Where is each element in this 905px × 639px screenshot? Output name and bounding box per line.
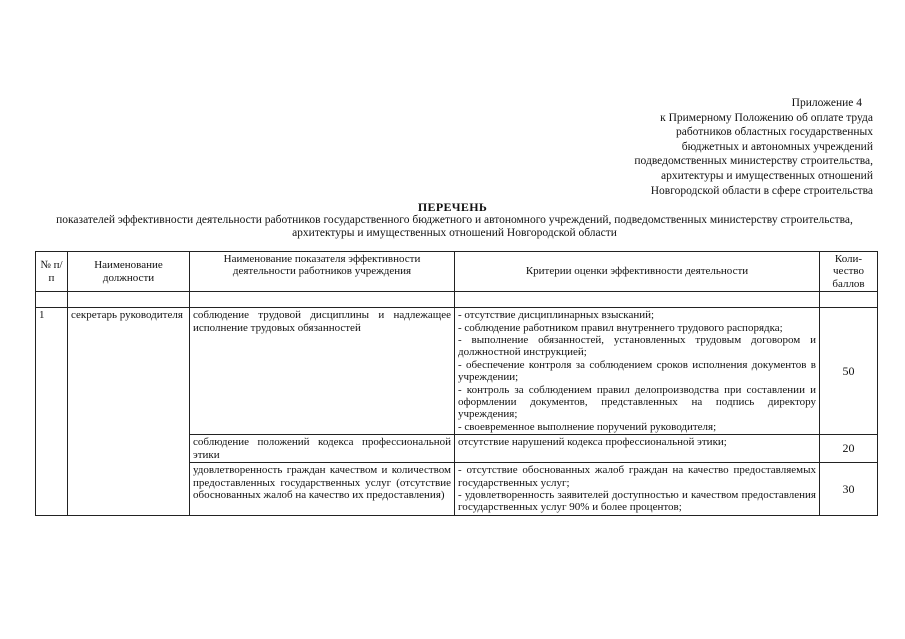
appendix-header bbox=[634, 96, 873, 198]
criteria-item: - удовлетворенность заявителей доступностью и качеством предоставления государственных услуг 90% и более процентов; bbox=[458, 488, 816, 514]
criteria-cell bbox=[455, 435, 820, 463]
criteria-item: - соблюдение работником правил внутреннего трудового распорядка; bbox=[458, 321, 783, 334]
criteria-item: - отсутствие обоснованных жалоб граждан на качество предоставляемых государственных услуг; bbox=[458, 464, 816, 489]
row-number: 1 bbox=[36, 308, 68, 516]
document-title: ПЕРЕЧЕНЬ bbox=[417, 200, 488, 214]
document-subtitle: показателей эффективности деятельности работников государственного бюджетного и автономного учреждений, подведомственных министерству строительства, архитектуры и имущественных отношений Новгородской области bbox=[56, 214, 853, 239]
spacer-cell bbox=[190, 292, 455, 308]
spacer-cell bbox=[68, 292, 190, 308]
appendix-line: Новгородской области в сфере строительства bbox=[650, 184, 873, 197]
spacer-cell bbox=[36, 292, 68, 308]
score-cell: 20 bbox=[820, 435, 878, 463]
criteria-item: - обеспечение контроля за соблюдением сроков исполнения документов в учреждении; bbox=[458, 358, 816, 384]
criteria-item: - выполнение обязанностей, установленных трудовым договором и должностной инструкцией; bbox=[458, 334, 816, 359]
criteria-item: - отсутствие дисциплинарных взысканий; bbox=[458, 309, 655, 322]
score-cell: 30 bbox=[820, 463, 878, 516]
indicator-name: соблюдение положений кодекса профессиональной этики bbox=[190, 435, 455, 463]
criteria-cell bbox=[455, 308, 820, 435]
spacer-cell bbox=[455, 292, 820, 308]
appendix-line: к Примерному Положению об оплате труда bbox=[660, 111, 873, 124]
score-cell: 50 bbox=[820, 308, 878, 435]
criteria-item: отсутствие нарушений кодекса профессиональной этики; bbox=[458, 436, 727, 449]
header-indicator: Наименование показателя эффективности деятельности работников учреждения bbox=[190, 252, 455, 292]
header-number: № п/п bbox=[36, 252, 68, 292]
document-title-block bbox=[0, 201, 905, 240]
indicator-name: удовлетворенность граждан качеством и количеством предоставленных государственных услуг (отсутствие обоснованных жалоб на качество их предоставления) bbox=[190, 463, 455, 516]
indicators-table bbox=[35, 251, 878, 516]
appendix-line: подведомственных министерству строительства, bbox=[634, 155, 873, 168]
header-score: Коли-чество баллов bbox=[820, 252, 878, 292]
criteria-item: - своевременное выполнение поручений руководителя; bbox=[458, 420, 717, 433]
header-criteria: Критерии оценки эффективности деятельности bbox=[455, 252, 820, 292]
spacer-cell bbox=[820, 292, 878, 308]
indicator-name: соблюдение трудовой дисциплины и надлежащее исполнение трудовых обязанностей bbox=[190, 308, 455, 435]
criteria-item: - контроль за соблюдением правил делопроизводства при составлении и оформлении документов, представленных на подпись директору учреждения; bbox=[458, 383, 816, 421]
table-header-row bbox=[36, 252, 878, 292]
row-position: секретарь руководителя bbox=[68, 308, 190, 516]
criteria-cell bbox=[455, 463, 820, 516]
table-spacer-row bbox=[36, 292, 878, 308]
appendix-line: бюджетных и автономных учреждений bbox=[681, 140, 873, 153]
appendix-line: Приложение 4 bbox=[791, 97, 862, 109]
appendix-line: архитектуры и имущественных отношений bbox=[661, 169, 873, 182]
header-position: Наименование должности bbox=[68, 252, 190, 292]
appendix-line: работников областных государственных bbox=[675, 126, 873, 139]
table-row bbox=[36, 308, 878, 435]
